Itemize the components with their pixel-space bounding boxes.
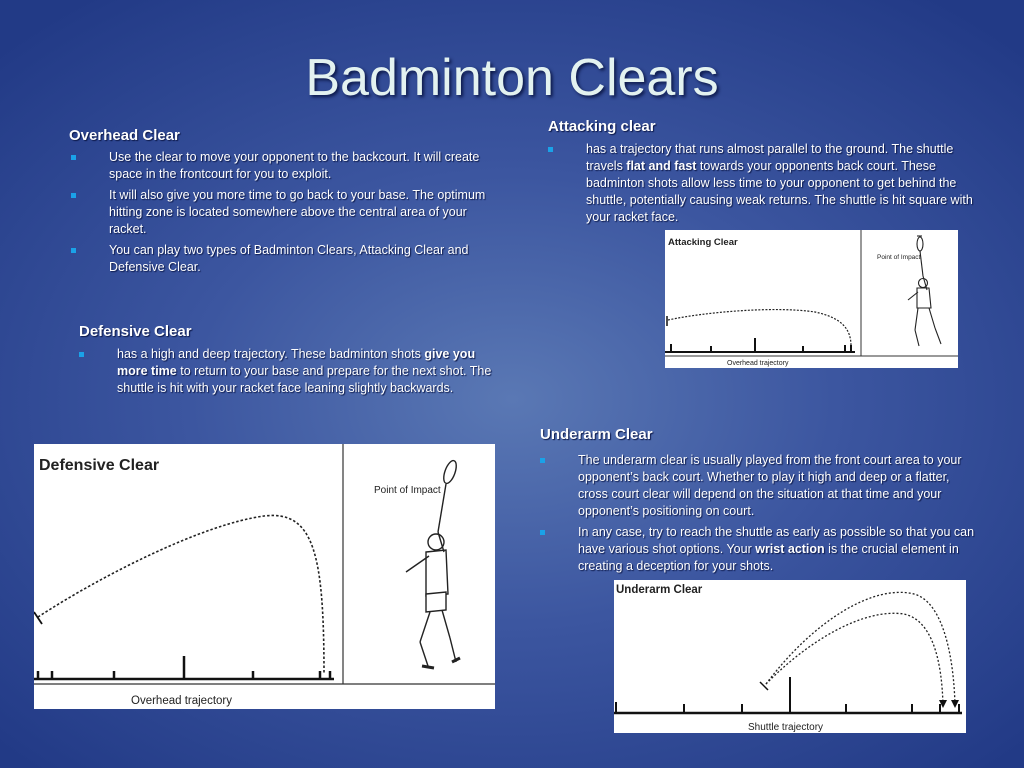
list-item: It will also give you more time to go back to your base. The optimum hitting zone is located somewhere above the central area of your racket. <box>71 187 501 238</box>
underarm-axis-label: Shuttle trajectory <box>748 722 824 733</box>
overhead-clear-list <box>71 149 501 280</box>
overhead-clear-heading: Overhead Clear <box>69 127 180 144</box>
defensive-clear-heading: Defensive Clear <box>79 323 192 340</box>
bullet-icon <box>548 147 553 152</box>
defensive-clear-figure <box>34 444 495 709</box>
defensive-clear-list <box>79 346 509 401</box>
bullet-icon <box>540 458 545 463</box>
list-item: The underarm clear is usually played from the front court area to your opponent’s back court. Whether to play it high and deep or a flatter, cross court clear will depend on the situation at that time and your opponent’s positioning on court. <box>540 452 976 520</box>
list-item: You can play two types of Badminton Clears, Attacking Clear and Defensive Clear. <box>71 242 501 276</box>
defensive-impact-label: Point of Impact <box>374 485 441 496</box>
underarm-clear-figure <box>614 580 966 733</box>
attacking-clear-list <box>548 141 976 230</box>
attacking-impact-label: Point of Impact <box>877 254 921 261</box>
defensive-figure-label: Defensive Clear <box>39 457 160 474</box>
attacking-clear-heading: Attacking clear <box>548 118 656 135</box>
underarm-figure-label: Underarm Clear <box>616 584 703 596</box>
underarm-clear-heading: Underarm Clear <box>540 426 653 443</box>
attacking-clear-figure <box>665 230 958 368</box>
list-item: In any case, try to reach the shuttle as early as possible so that you can have various shot options. Your wrist action is the crucial element in creating a deception for your shots. <box>540 524 976 575</box>
attacking-figure-label: Attacking Clear <box>668 237 738 248</box>
list-item: has a trajectory that runs almost parallel to the ground. The shuttle travels flat and fast towards your opponents back court. These badminton shots allow less time to your opponent to get behind the shuttle, potentially causing weak returns. The shuttle is hit square with your racket face. <box>548 141 976 226</box>
bullet-icon <box>71 155 76 160</box>
list-item: has a high and deep trajectory. These badminton shots give you more time to return to your base and prepare for the next shot. The shuttle is hit with your racket face leaning slightly backwards. <box>79 346 509 397</box>
player-figure <box>908 236 941 346</box>
attacking-axis-label: Overhead trajectory <box>727 360 789 367</box>
bullet-icon <box>71 248 76 253</box>
defensive-axis-label: Overhead trajectory <box>131 695 232 707</box>
bullet-icon <box>71 193 76 198</box>
slide-title: Badminton Clears <box>305 49 719 107</box>
list-item: Use the clear to move your opponent to the backcourt. It will create space in the frontcourt for you to exploit. <box>71 149 501 183</box>
bullet-icon <box>540 530 545 535</box>
underarm-clear-list <box>540 452 976 579</box>
bullet-icon <box>79 352 84 357</box>
